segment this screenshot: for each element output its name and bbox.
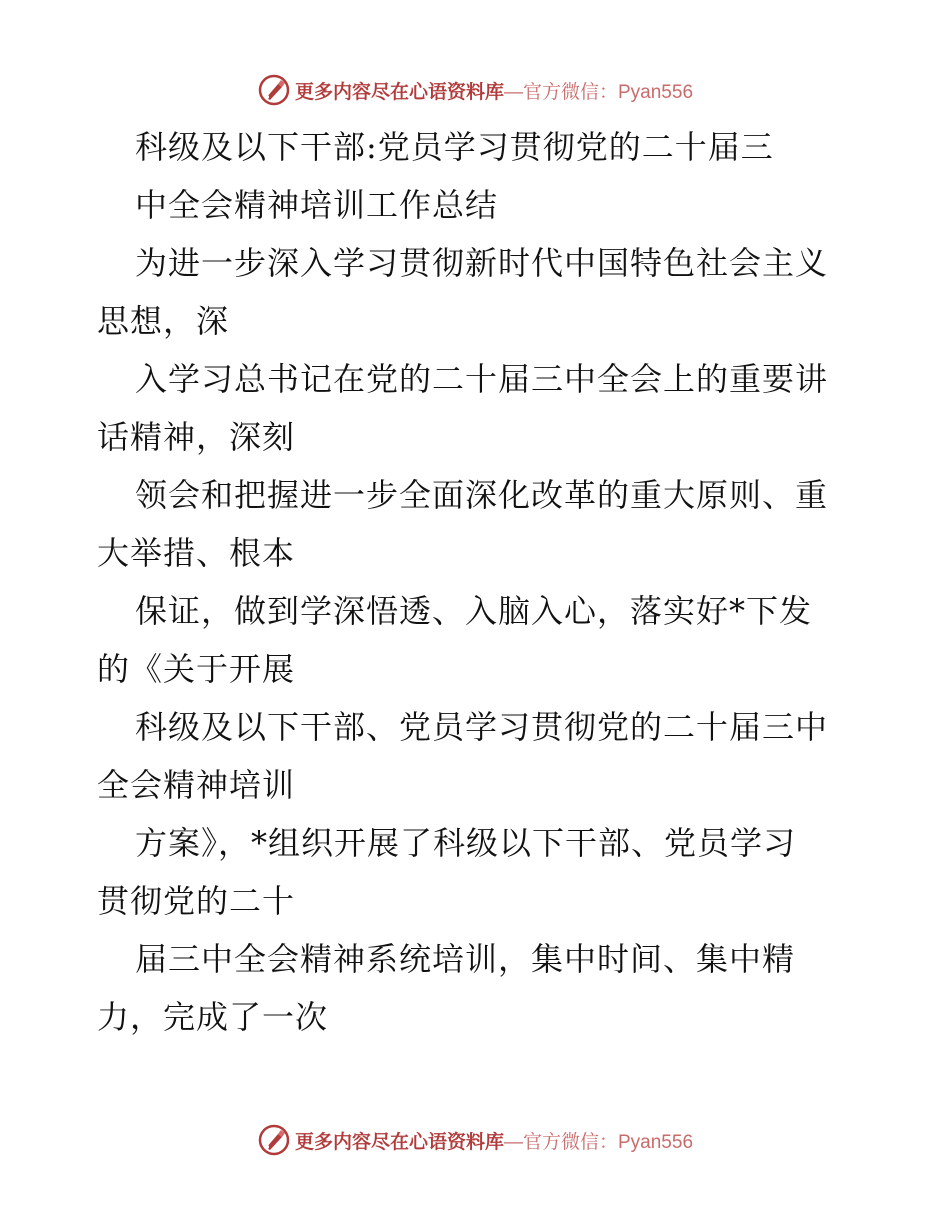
paragraph-line: 保证，做到学深悟透、入脑入心，落实好*下发 xyxy=(135,592,813,630)
paragraph-line: 力，完成了一次 xyxy=(97,998,329,1036)
paragraph-line: 思想，深 xyxy=(97,302,230,340)
paragraph-line: 入学习总书记在党的二十届三中全会上的重要讲 xyxy=(135,360,829,398)
title-line-2: 中全会精神培训工作总结 xyxy=(135,186,499,224)
watermark-main-text: 更多内容尽在心语资料库 xyxy=(294,80,504,103)
paragraph-line: 的《关于开展 xyxy=(97,650,296,688)
watermark-sub-text: —官方微信：Pyan556 xyxy=(504,81,694,103)
paragraph-line: 方案》，*组织开展了科级以下干部、党员学习 xyxy=(135,824,797,862)
paragraph-line: 届三中全会精神系统培训，集中时间、集中精 xyxy=(135,940,796,978)
footer-watermark xyxy=(0,1120,950,1160)
paragraph-line: 贯彻党的二十 xyxy=(97,882,296,920)
pen-logo-icon xyxy=(257,1123,291,1157)
title-line-1: 科级及以下干部:党员学习贯彻党的二十届三 xyxy=(135,128,774,166)
watermark-main-text: 更多内容尽在心语资料库 xyxy=(294,1130,504,1153)
watermark-sub-text: —官方微信：Pyan556 xyxy=(504,1131,694,1153)
paragraph-line: 全会精神培训 xyxy=(97,766,296,804)
header-watermark xyxy=(0,70,950,110)
paragraph-line: 领会和把握进一步全面深化改革的重大原则、重 xyxy=(135,476,829,514)
paragraph-line: 科级及以下干部、党员学习贯彻党的二十届三中 xyxy=(135,708,829,746)
paragraph-line: 为进一步深入学习贯彻新时代中国特色社会主义 xyxy=(135,244,829,282)
pen-logo-icon xyxy=(257,73,291,107)
paragraph-line: 大举措、根本 xyxy=(97,534,296,572)
document-body xyxy=(97,118,877,1046)
paragraph-line: 话精神，深刻 xyxy=(97,418,296,456)
